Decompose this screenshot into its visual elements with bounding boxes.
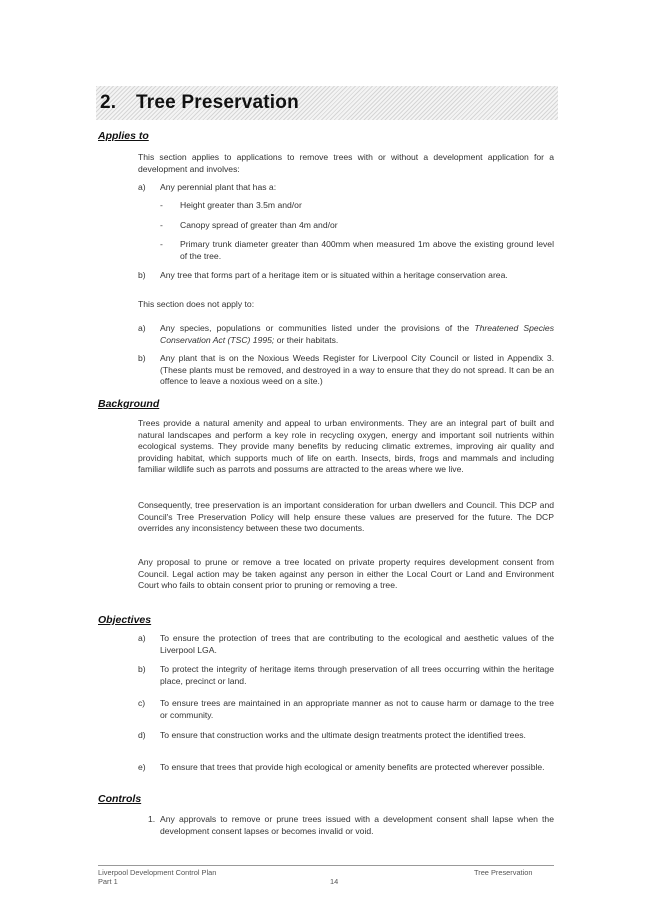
sub-list-text: Canopy spread of greater than 4m and/or <box>180 220 338 230</box>
footer-page-number: 14 <box>330 877 339 886</box>
footer-section-name: Tree Preservation <box>474 868 533 877</box>
list-text: To ensure that trees that provide high ecological or amenity benefits are protected wherever possible. <box>160 762 545 772</box>
not-apply-text: This section does not apply to: <box>138 299 255 309</box>
list-marker: c) <box>138 698 146 708</box>
background-paragraph: Consequently, tree preservation is an important consideration for urban dwellers and Council. This DCP and Council's Tree Preservation Policy will help ensure these values are preserved for the future. The DCP overrides any inconsistency between these two documents. <box>138 500 554 534</box>
applies-to-heading: Applies to <box>98 130 149 142</box>
footer-part: Part 1 <box>98 877 118 886</box>
sub-list-text: Height greater than 3.5m and/or <box>180 200 302 210</box>
controls-heading: Controls <box>98 793 142 805</box>
sub-list-text: Primary trunk diameter greater than 400mm when measured 1m above the existing ground level of the tree. <box>180 239 554 261</box>
list-marker: b) <box>138 270 146 280</box>
act-title: Threatened Species Conservation Act (TSC) 1995; <box>160 323 554 345</box>
list-marker: 1. <box>148 814 156 824</box>
list-marker: e) <box>138 762 146 772</box>
section-title-text: Tree Preservation <box>136 92 299 113</box>
list-marker: b) <box>138 664 146 674</box>
list-marker: a) <box>138 323 146 333</box>
list-text: Any tree that forms part of a heritage item or is situated within a heritage conservation area. <box>160 270 508 280</box>
footer-divider <box>98 865 554 866</box>
dash-marker: - <box>160 220 163 230</box>
background-paragraph: Any proposal to prune or remove a tree located on private property requires development consent from Council. Legal action may be taken against any person in either the Local Court or Land and Environment Court who fails to obtain consent prior to pruning or removing a tree. <box>138 557 554 591</box>
footer-document-title: Liverpool Development Control Plan <box>98 868 217 877</box>
background-heading: Background <box>98 398 160 410</box>
list-marker: d) <box>138 730 146 740</box>
text-segment: or their habitats. <box>274 334 339 345</box>
list-marker: a) <box>138 182 146 192</box>
dash-marker: - <box>160 200 163 210</box>
section-title <box>100 92 299 114</box>
section-number: 2. <box>100 92 117 113</box>
dash-marker: - <box>160 239 163 249</box>
objectives-heading: Objectives <box>98 614 152 626</box>
list-text: Any approvals to remove or prune trees issued with a development consent shall lapse when the development consent lapses or becomes invalid or void. <box>160 814 554 836</box>
text-segment: Any species, populations or communities listed under the provisions of the <box>160 323 475 333</box>
list-text: Any perennial plant that has a: <box>160 182 277 192</box>
list-text: To protect the integrity of heritage items through preservation of all trees occurring within the heritage place, precinct or land. <box>160 664 554 686</box>
list-text: To ensure that construction works and the ultimate design treatments protect the identified trees. <box>160 730 526 740</box>
list-text <box>160 323 554 346</box>
list-text: Any plant that is on the Noxious Weeds Register for Liverpool City Council or listed in Appendix 3. (These plants must be removed, and destroyed in a way to ensure that they do not spread. It can be an offence to leave a noxious weed on a site.) <box>160 353 554 387</box>
list-text: To ensure trees are maintained in an appropriate manner as not to cause harm or damage to the tree or community. <box>160 698 554 720</box>
list-text: To ensure the protection of trees that are contributing to the ecological and aesthetic values of the Liverpool LGA. <box>160 633 554 655</box>
list-marker: b) <box>138 353 146 363</box>
applies-to-intro: This section applies to applications to remove trees with or without a development application for a development and involves: <box>138 152 554 174</box>
background-paragraph: Trees provide a natural amenity and appeal to urban environments. They are an integral part of built and natural landscapes and perform a key role in recycling oxygen, energy and important soil nutrients within ecological systems. They provide many benefits by reducing climatic extremes, improving air quality and providing habitat, which supports much of life on earth. Insects, birds, frogs and mammals and including familiar wildlife such as parrots and possums are attracted to the areas where we live. <box>138 418 554 475</box>
list-marker: a) <box>138 633 146 643</box>
